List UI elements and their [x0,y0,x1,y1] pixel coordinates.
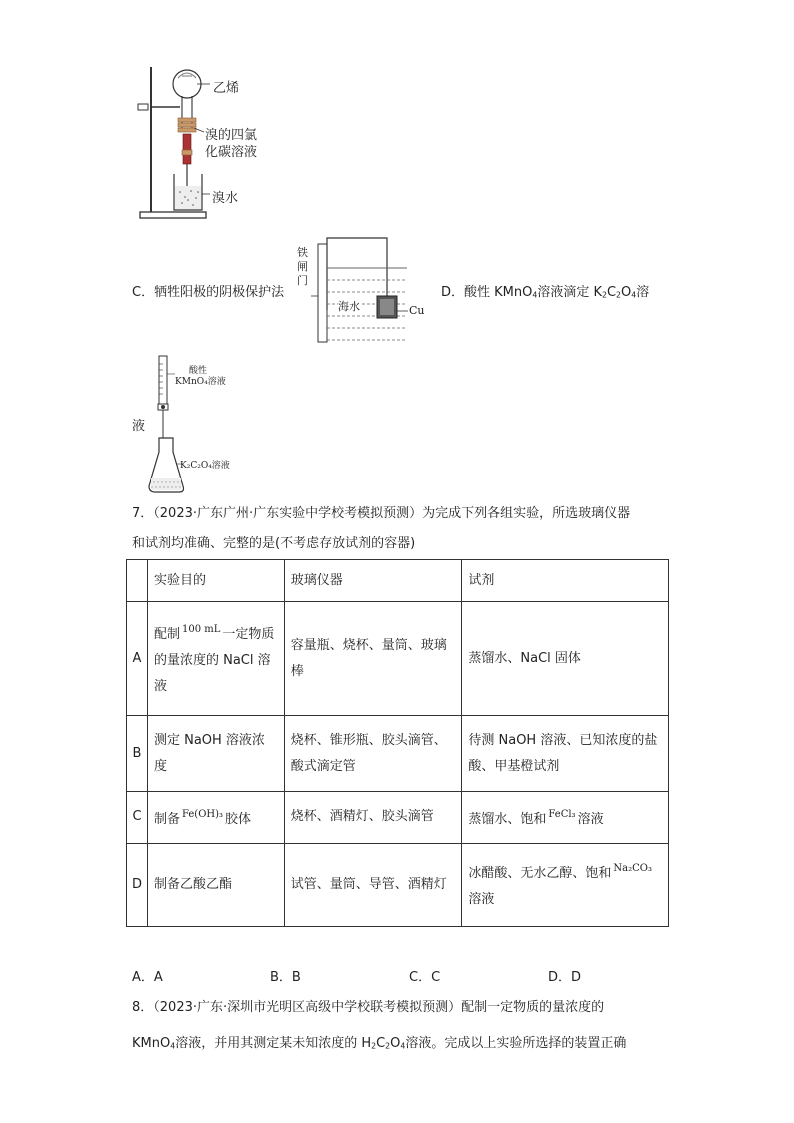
row-reagent: 冰醋酸、无水乙醇、饱和 $^{Na_2CO_3}$溶液 [462,843,669,926]
row-reagent: 待测 NaOH 溶液、已知浓度的盐酸、甲基橙试剂 [462,716,669,791]
q7-line1: 7．（2023·广东广州·广东实验中学校考模拟预测）为完成下列各组实验，所选玻璃仪器 [132,506,631,521]
row-glass: 烧杯、酒精灯、胶头滴管 [284,791,462,843]
option-c-text: C．牺牲阳极的阴极保护法 [132,285,285,300]
header-glass: 玻璃仪器 [284,560,462,602]
label-seawater: 海水 [338,300,360,313]
q7-option-b: B．B [270,970,301,985]
header-reagent: 试剂 [462,560,669,602]
table-header-row [127,560,669,602]
table-row [127,843,669,926]
q8-line1: 8．（2023·广东·深圳市光明区高级中学校联考模拟预测）配制一定物质的量浓度的 [132,1000,605,1015]
row-letter: A [127,602,148,716]
label-acidic: 酸性 [189,366,208,376]
label-ethylene: 乙烯 [213,81,240,96]
label-bromine-ccl4-line1: 溴的四氯 [205,128,258,143]
header-letter [127,560,148,602]
label-iron-gate-3: 门 [297,274,308,287]
row-purpose: 测定 NaOH 溶液浓度 [147,716,284,791]
row-letter: D [127,843,148,926]
option-d-continued: 液 [132,419,146,434]
row-letter: B [127,716,148,791]
row-purpose: 制备 $^{Fe(OH)_3}$ 胶体 [147,791,284,843]
row-glass: 容量瓶、烧杯、量筒、玻璃棒 [284,602,462,716]
q8-stem [132,990,692,1065]
row-purpose: 制备乙酸乙酯 [147,843,284,926]
row-reagent: 蒸馏水、NaCl 固体 [462,602,669,716]
table-row [127,716,669,791]
row-glass: 烧杯、锥形瓶、胶头滴管、酸式滴定管 [284,716,462,791]
label-kmno4-solution: KMnO₄溶液 [175,377,226,387]
q7-line2: 和试剂均准确、完整的是(不考虑存放试剂的容器) [132,536,416,551]
option-d-text: D．酸性 KMnO$_4$溶液滴定 $K_2C_2O_4$溶 [441,285,650,300]
option-d-suffix: 溶 [636,285,650,300]
row-purpose: 配制 $^{100 mL}$ 一定物质的量浓度的 NaCl 溶液 [147,602,284,716]
header-purpose: 实验目的 [147,560,284,602]
cathodic-protection-figure [293,234,433,346]
option-d-prefix: D．酸性 KMnO [441,285,533,300]
q7-option-a: A．A [132,970,163,985]
q8-line2: KMnO$_4$溶液，并用其测定某未知浓度的 $H_2C_2O_4$溶液。完成以上实验所选择的装置正确 [132,1036,627,1051]
option-d-mid: 溶液滴定 K [537,285,602,300]
q7-table [126,559,669,927]
row-reagent: 蒸馏水、饱和 $^{FeCl_3}$ 溶液 [462,791,669,843]
row-glass: 试管、量筒、导管、酒精灯 [284,843,462,926]
q7-option-d: D．D [548,970,582,985]
row-letter: C [127,791,148,843]
table-row [127,791,669,843]
label-bromine-water: 溴水 [212,191,239,206]
q7-stem [132,499,692,559]
label-cu: Cu [409,304,425,317]
table-row [127,602,669,716]
label-iron-gate-2: 闸 [297,260,308,273]
label-k2c2o4-solution: K₂C₂O₄溶液 [180,461,230,471]
q7-option-c: C．C [409,970,441,985]
label-iron-gate-1: 铁 [297,246,308,259]
label-bromine-ccl4-line2: 化碳溶液 [205,145,258,160]
